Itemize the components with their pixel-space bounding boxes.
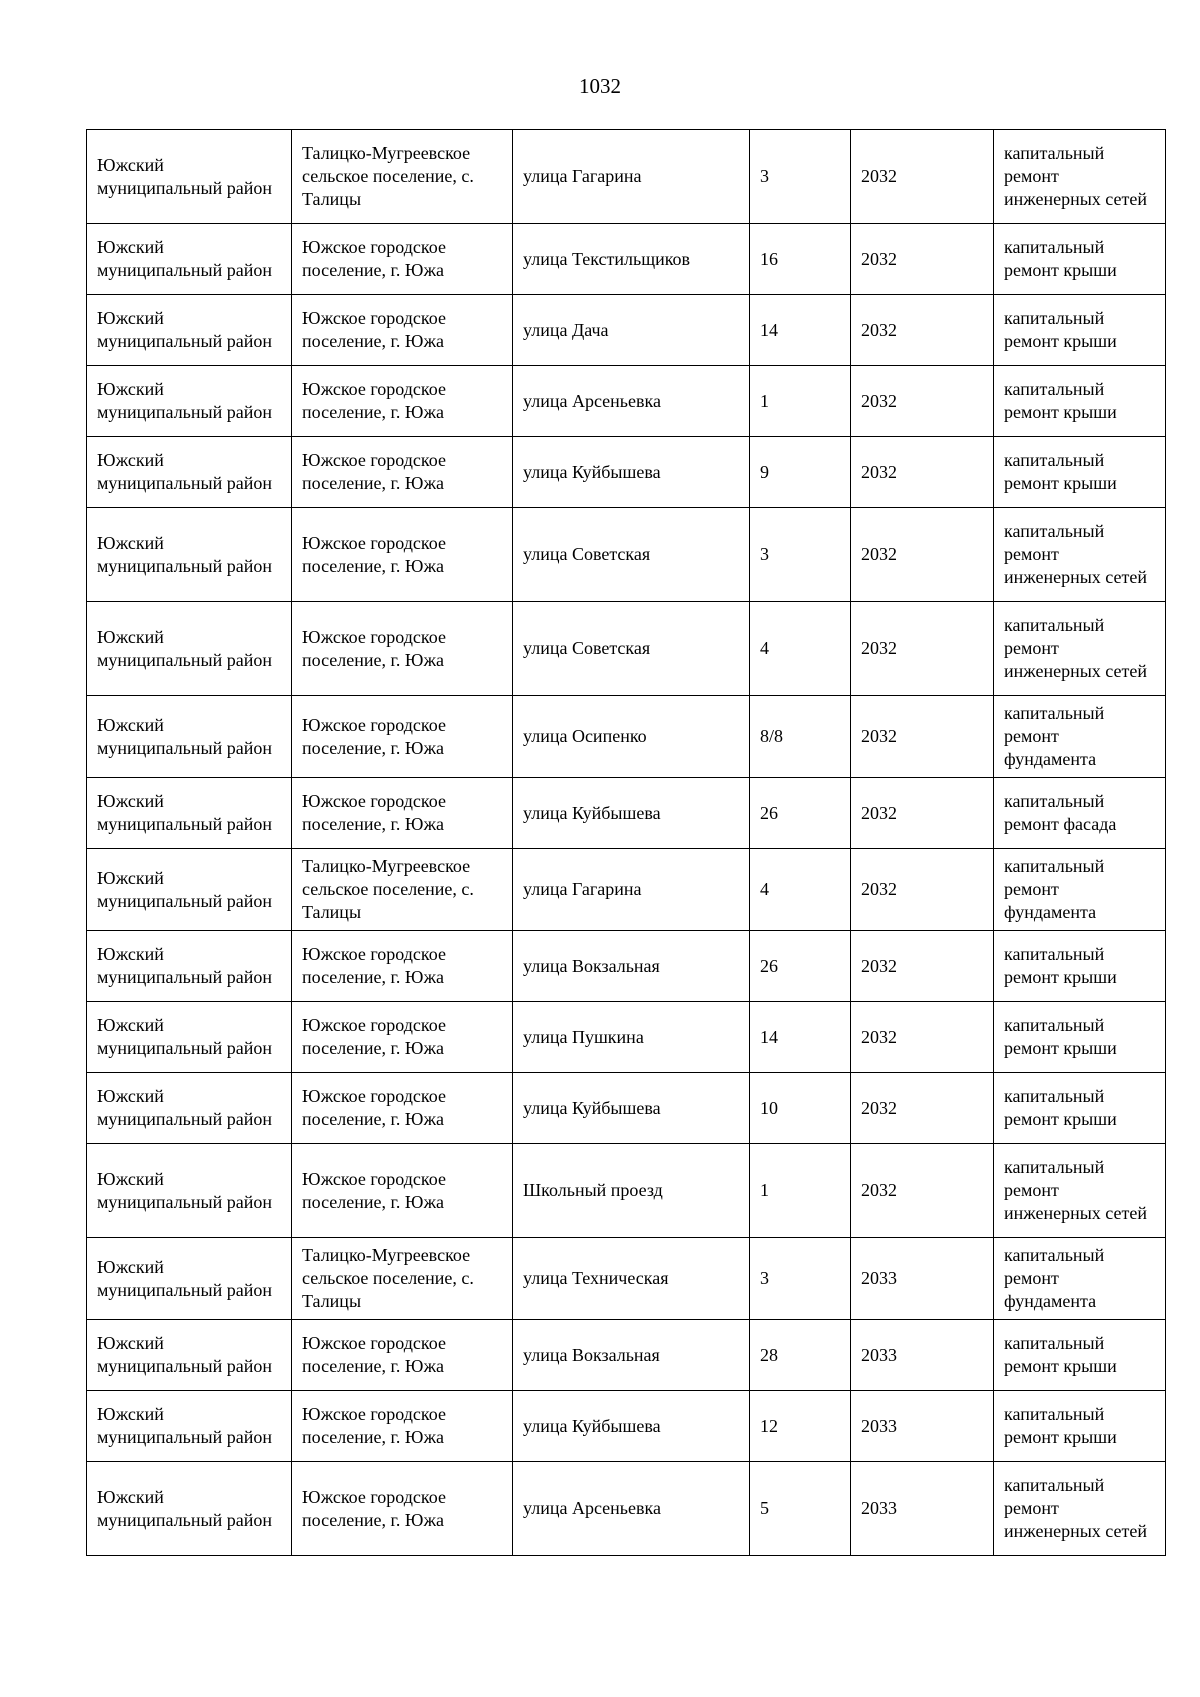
- cell-street: [513, 778, 750, 849]
- district-text: Южский муниципальный район: [97, 714, 273, 758]
- cell-district: [87, 508, 292, 602]
- cell-year: [851, 696, 994, 778]
- year-text: 2032: [861, 1026, 897, 1047]
- house-text: 28: [760, 1344, 778, 1365]
- cell-district: [87, 1144, 292, 1238]
- cell-street: [513, 130, 750, 224]
- district-text: Южский муниципальный район: [97, 1015, 273, 1058]
- street-text: улица Вокзальная: [523, 955, 660, 976]
- table-row: [87, 437, 1166, 508]
- work-text: капитальный ремонт фундамента: [1004, 856, 1105, 922]
- settlement-text: Южское городское поселение, г. Южа: [302, 308, 446, 351]
- settlement-text: Южское городское поселение, г. Южа: [302, 944, 446, 987]
- cell-year: [851, 295, 994, 366]
- district-text: Южский муниципальный район: [97, 1404, 273, 1447]
- cell-year: [851, 931, 994, 1002]
- cell-house-number: [750, 130, 851, 224]
- cell-district: [87, 696, 292, 778]
- year-text: 2032: [861, 461, 897, 482]
- house-text: 3: [760, 166, 769, 186]
- cell-year: [851, 1238, 994, 1320]
- cell-work-type: [994, 1391, 1166, 1462]
- work-text: капитальный ремонт крыши: [1004, 1333, 1117, 1376]
- street-text: улица Текстильщиков: [523, 248, 691, 269]
- cell-house-number: [750, 696, 851, 778]
- cell-house-number: [750, 224, 851, 295]
- cell-work-type: [994, 1002, 1166, 1073]
- cell-work-type: [994, 1320, 1166, 1391]
- cell-settlement: [292, 1144, 513, 1238]
- table-row: [87, 1073, 1166, 1144]
- table-row: [87, 224, 1166, 295]
- cell-district: [87, 295, 292, 366]
- district-text: Южский муниципальный район: [97, 944, 273, 987]
- cell-street: [513, 1073, 750, 1144]
- house-text: 4: [760, 638, 769, 658]
- cell-street: [513, 437, 750, 508]
- house-text: 26: [760, 955, 778, 976]
- cell-settlement: [292, 224, 513, 295]
- street-text: улица Вокзальная: [523, 1344, 660, 1365]
- cell-district: [87, 1238, 292, 1320]
- year-text: 2032: [861, 166, 897, 186]
- cell-house-number: [750, 366, 851, 437]
- house-text: 14: [760, 319, 778, 340]
- cell-work-type: [994, 1073, 1166, 1144]
- year-text: 2032: [861, 726, 897, 746]
- year-text: 2032: [861, 544, 897, 564]
- cell-street: [513, 849, 750, 931]
- year-text: 2033: [861, 1415, 897, 1436]
- cell-settlement: [292, 931, 513, 1002]
- work-text: капитальный ремонт крыши: [1004, 379, 1117, 422]
- cell-work-type: [994, 508, 1166, 602]
- cell-settlement: [292, 696, 513, 778]
- cell-district: [87, 778, 292, 849]
- district-text: Южский муниципальный район: [97, 626, 273, 670]
- cell-street: [513, 295, 750, 366]
- house-text: 5: [760, 1498, 769, 1518]
- year-text: 2033: [861, 1344, 897, 1365]
- cell-year: [851, 130, 994, 224]
- cell-year: [851, 1462, 994, 1556]
- settlement-text: Южское городское поселение, г. Южа: [302, 1086, 446, 1129]
- district-text: Южский муниципальный район: [97, 1256, 273, 1300]
- house-text: 8/8: [760, 726, 784, 746]
- work-text: капитальный ремонт крыши: [1004, 1086, 1117, 1129]
- cell-year: [851, 1391, 994, 1462]
- cell-work-type: [994, 130, 1166, 224]
- cell-settlement: [292, 130, 513, 224]
- street-text: улица Гагарина: [523, 166, 642, 186]
- cell-house-number: [750, 1144, 851, 1238]
- work-text: капитальный ремонт крыши: [1004, 450, 1117, 493]
- cell-house-number: [750, 931, 851, 1002]
- cell-settlement: [292, 1391, 513, 1462]
- cell-district: [87, 1462, 292, 1556]
- cell-year: [851, 508, 994, 602]
- cell-district: [87, 130, 292, 224]
- cell-settlement: [292, 1238, 513, 1320]
- work-text: капитальный ремонт инженерных сетей: [1004, 143, 1147, 209]
- cell-house-number: [750, 1391, 851, 1462]
- street-text: улица Арсеньевка: [523, 390, 661, 411]
- cell-street: [513, 224, 750, 295]
- year-text: 2032: [861, 1097, 897, 1118]
- cell-house-number: [750, 1238, 851, 1320]
- street-text: улица Куйбышева: [523, 1097, 661, 1118]
- work-text: капитальный ремонт фундамента: [1004, 703, 1105, 769]
- cell-year: [851, 778, 994, 849]
- settlement-text: Южское городское поселение, г. Южа: [302, 1333, 446, 1376]
- work-text: капитальный ремонт крыши: [1004, 237, 1117, 280]
- year-text: 2032: [861, 390, 897, 411]
- cell-district: [87, 366, 292, 437]
- table-row: [87, 849, 1166, 931]
- settlement-text: Талицко-Мугреевское сельское поселение, с. Талицы: [302, 1245, 474, 1311]
- year-text: 2032: [861, 955, 897, 976]
- cell-street: [513, 1462, 750, 1556]
- settlement-text: Южское городское поселение, г. Южа: [302, 450, 446, 493]
- cell-work-type: [994, 1238, 1166, 1320]
- table-row: [87, 295, 1166, 366]
- street-text: улица Техническая: [523, 1268, 669, 1288]
- street-text: улица Советская: [523, 544, 651, 564]
- work-text: капитальный ремонт инженерных сетей: [1004, 1475, 1147, 1541]
- district-text: Южский муниципальный район: [97, 308, 273, 351]
- cell-settlement: [292, 295, 513, 366]
- cell-settlement: [292, 602, 513, 696]
- settlement-text: Южское городское поселение, г. Южа: [302, 532, 446, 576]
- district-text: Южский муниципальный район: [97, 1086, 273, 1129]
- cell-work-type: [994, 437, 1166, 508]
- settlement-text: Южское городское поселение, г. Южа: [302, 1486, 446, 1530]
- table-row: [87, 931, 1166, 1002]
- work-text: капитальный ремонт крыши: [1004, 1015, 1117, 1058]
- district-text: Южский муниципальный район: [97, 1486, 273, 1530]
- cell-work-type: [994, 931, 1166, 1002]
- settlement-text: Талицко-Мугреевское сельское поселение, с. Талицы: [302, 143, 474, 209]
- street-text: улица Гагарина: [523, 879, 642, 899]
- cell-street: [513, 1002, 750, 1073]
- cell-street: [513, 366, 750, 437]
- cell-work-type: [994, 778, 1166, 849]
- house-text: 9: [760, 461, 769, 482]
- house-text: 16: [760, 248, 778, 269]
- district-text: Южский муниципальный район: [97, 379, 273, 422]
- house-text: 12: [760, 1415, 778, 1436]
- cell-house-number: [750, 437, 851, 508]
- street-text: Школьный проезд: [523, 1180, 663, 1200]
- cell-house-number: [750, 849, 851, 931]
- year-text: 2033: [861, 1498, 897, 1518]
- cell-house-number: [750, 778, 851, 849]
- cell-year: [851, 1073, 994, 1144]
- work-text: капитальный ремонт крыши: [1004, 1404, 1117, 1447]
- year-text: 2032: [861, 802, 897, 823]
- district-text: Южский муниципальный район: [97, 237, 273, 280]
- house-text: 26: [760, 802, 778, 823]
- work-text: капитальный ремонт инженерных сетей: [1004, 615, 1147, 681]
- district-text: Южский муниципальный район: [97, 791, 273, 834]
- cell-street: [513, 1320, 750, 1391]
- house-text: 14: [760, 1026, 778, 1047]
- cell-street: [513, 508, 750, 602]
- cell-district: [87, 1073, 292, 1144]
- page-number: 1032: [579, 74, 621, 98]
- year-text: 2032: [861, 879, 897, 899]
- cell-district: [87, 1391, 292, 1462]
- cell-settlement: [292, 1320, 513, 1391]
- cell-settlement: [292, 1002, 513, 1073]
- cell-work-type: [994, 602, 1166, 696]
- street-text: улица Дача: [523, 319, 609, 340]
- table-row: [87, 1391, 1166, 1462]
- street-text: улица Осипенко: [523, 726, 647, 746]
- table-body: [87, 130, 1166, 1556]
- settlement-text: Южское городское поселение, г. Южа: [302, 1015, 446, 1058]
- cell-house-number: [750, 1002, 851, 1073]
- street-text: улица Пушкина: [523, 1026, 644, 1047]
- house-text: 3: [760, 544, 769, 564]
- cell-work-type: [994, 1144, 1166, 1238]
- cell-house-number: [750, 295, 851, 366]
- cell-district: [87, 1320, 292, 1391]
- cell-district: [87, 437, 292, 508]
- table-row: [87, 1002, 1166, 1073]
- district-text: Южский муниципальный район: [97, 450, 273, 493]
- work-text: капитальный ремонт фасада: [1004, 791, 1117, 834]
- cell-street: [513, 602, 750, 696]
- cell-settlement: [292, 1462, 513, 1556]
- year-text: 2033: [861, 1268, 897, 1288]
- cell-street: [513, 1238, 750, 1320]
- year-text: 2032: [861, 319, 897, 340]
- district-text: Южский муниципальный район: [97, 154, 273, 198]
- cell-house-number: [750, 1073, 851, 1144]
- cell-street: [513, 696, 750, 778]
- cell-house-number: [750, 1320, 851, 1391]
- cell-settlement: [292, 508, 513, 602]
- settlement-text: Южское городское поселение, г. Южа: [302, 626, 446, 670]
- house-text: 10: [760, 1097, 778, 1118]
- cell-house-number: [750, 508, 851, 602]
- year-text: 2032: [861, 248, 897, 269]
- cell-settlement: [292, 1073, 513, 1144]
- table-row: [87, 778, 1166, 849]
- table-row: [87, 1238, 1166, 1320]
- settlement-text: Южское городское поселение, г. Южа: [302, 714, 446, 758]
- work-text: капитальный ремонт крыши: [1004, 944, 1117, 987]
- year-text: 2032: [861, 1180, 897, 1200]
- cell-work-type: [994, 1462, 1166, 1556]
- house-text: 3: [760, 1268, 769, 1288]
- street-text: улица Куйбышева: [523, 802, 661, 823]
- table-row: [87, 508, 1166, 602]
- cell-house-number: [750, 1462, 851, 1556]
- cell-settlement: [292, 849, 513, 931]
- cell-year: [851, 602, 994, 696]
- cell-work-type: [994, 849, 1166, 931]
- cell-year: [851, 849, 994, 931]
- district-text: Южский муниципальный район: [97, 867, 273, 911]
- cell-house-number: [750, 602, 851, 696]
- cell-district: [87, 931, 292, 1002]
- cell-district: [87, 849, 292, 931]
- street-text: улица Арсеньевка: [523, 1498, 661, 1518]
- street-text: улица Советская: [523, 638, 651, 658]
- work-text: капитальный ремонт инженерных сетей: [1004, 521, 1147, 587]
- house-text: 1: [760, 1180, 769, 1200]
- cell-year: [851, 437, 994, 508]
- cell-settlement: [292, 437, 513, 508]
- cell-district: [87, 602, 292, 696]
- house-text: 1: [760, 390, 769, 411]
- street-text: улица Куйбышева: [523, 461, 661, 482]
- table-row: [87, 1144, 1166, 1238]
- house-text: 4: [760, 879, 769, 899]
- work-text: капитальный ремонт крыши: [1004, 308, 1117, 351]
- settlement-text: Южское городское поселение, г. Южа: [302, 791, 446, 834]
- cell-work-type: [994, 366, 1166, 437]
- table-row: [87, 1462, 1166, 1556]
- cell-work-type: [994, 696, 1166, 778]
- settlement-text: Южское городское поселение, г. Южа: [302, 1404, 446, 1447]
- cell-year: [851, 1320, 994, 1391]
- table-row: [87, 1320, 1166, 1391]
- table-row: [87, 696, 1166, 778]
- cell-district: [87, 224, 292, 295]
- housing-repair-table: [86, 129, 1166, 1556]
- table-row: [87, 130, 1166, 224]
- street-text: улица Куйбышева: [523, 1415, 661, 1436]
- district-text: Южский муниципальный район: [97, 1333, 273, 1376]
- cell-work-type: [994, 295, 1166, 366]
- table-row: [87, 366, 1166, 437]
- cell-year: [851, 1002, 994, 1073]
- settlement-text: Южское городское поселение, г. Южа: [302, 237, 446, 280]
- cell-year: [851, 224, 994, 295]
- table-row: [87, 602, 1166, 696]
- cell-street: [513, 1391, 750, 1462]
- settlement-text: Южское городское поселение, г. Южа: [302, 1168, 446, 1212]
- settlement-text: Талицко-Мугреевское сельское поселение, с. Талицы: [302, 856, 474, 922]
- cell-street: [513, 931, 750, 1002]
- district-text: Южский муниципальный район: [97, 1168, 273, 1212]
- district-text: Южский муниципальный район: [97, 532, 273, 576]
- cell-settlement: [292, 778, 513, 849]
- settlement-text: Южское городское поселение, г. Южа: [302, 379, 446, 422]
- cell-settlement: [292, 366, 513, 437]
- cell-work-type: [994, 224, 1166, 295]
- cell-year: [851, 1144, 994, 1238]
- cell-year: [851, 366, 994, 437]
- cell-street: [513, 1144, 750, 1238]
- work-text: капитальный ремонт фундамента: [1004, 1245, 1105, 1311]
- year-text: 2032: [861, 638, 897, 658]
- work-text: капитальный ремонт инженерных сетей: [1004, 1157, 1147, 1223]
- cell-district: [87, 1002, 292, 1073]
